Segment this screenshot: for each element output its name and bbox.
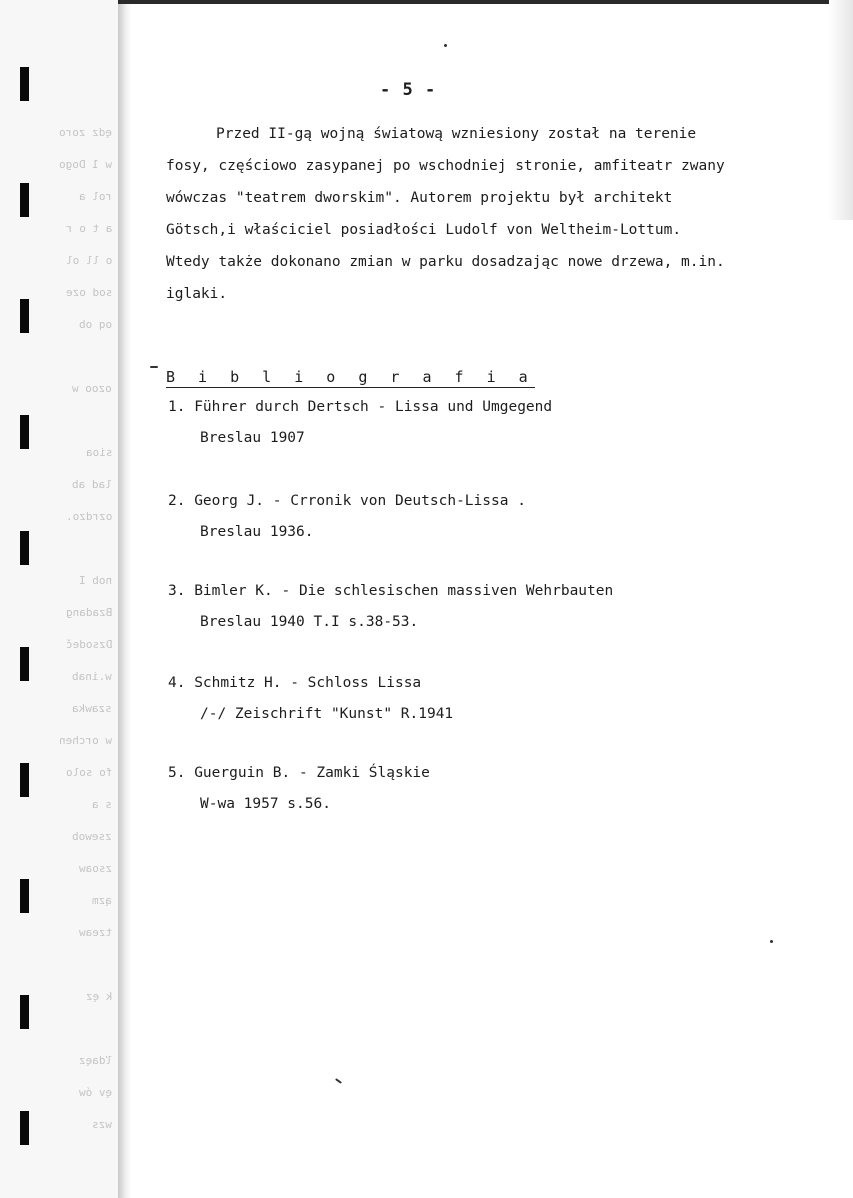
binder-hole [20,415,29,449]
bleed-text: zsoaw [78,862,112,875]
bleed-text: zsewob [72,830,112,843]
binder-hole [20,879,29,913]
binder-hole [20,1111,29,1145]
binder-hole [20,647,29,681]
paragraph-line: fosy, częściowo zasypanej po wschodniej stronie, amfiteatr zwany [166,158,725,174]
bleed-text: fo solo [65,766,112,779]
bibliography-publication: Breslau 1936. [200,524,314,540]
main-paragraph [166,118,836,310]
bleed-text: o ll ol [65,254,112,267]
bleed-text: w orchen [59,734,112,747]
bibliography-publication: Breslau 1907 [200,430,305,446]
binder-hole [20,299,29,333]
bibliography-publication: /-/ Zeischrift "Kunst" R.1941 [200,706,454,722]
bleed-text: Bzadang [65,606,112,619]
bleed-text: oq ob [78,318,112,331]
paragraph-line: Götsch,i właściciel posiadłości Ludolf von Weltheim-Lottum. [166,222,682,238]
bleed-text: s a [92,798,112,811]
paragraph-line: Przed II-gą wojną światową wzniesiony został na terenie [216,126,697,142]
bleed-text: lad ab [72,478,112,491]
paper-speck [335,1078,342,1084]
bleed-text: sioa [85,446,112,459]
bleed-text: ozrdzo. [65,510,112,523]
bibliography-item [168,668,453,730]
bleed-text: ędz zoro [59,126,112,139]
bleed-text: w 1 Dogo [59,158,112,171]
bibliography-title: 3. Bimler K. - Die schlesischen massiven Wehrbauten [168,583,614,599]
bibliography-item [168,392,552,454]
bibliography-publication: Breslau 1940 T.I s.38-53. [200,614,419,630]
bleed-text: tzeaw [78,926,112,939]
bibliography-title: 2. Georg J. - Crronik von Deutsch-Lissa . [168,493,526,509]
bleed-text: ązm [92,894,112,907]
previous-page-strip [0,0,120,1198]
bleed-text: ozoo w [72,382,112,395]
bibliography-publication: W-wa 1957 s.56. [200,796,331,812]
top-edge [118,0,853,4]
binder-hole [20,763,29,797]
bleed-text: a t o r [65,222,112,235]
page-fold-shadow [118,0,132,1198]
paragraph-line: iglaki. [166,286,228,302]
binder-hole [20,531,29,565]
bibliography-item [168,486,526,548]
bleed-text: wzs [92,1118,112,1131]
bleed-text: k ęz [85,990,112,1003]
paper-speck [150,366,158,368]
bibliography-title: 4. Schmitz H. - Schloss Lissa [168,675,422,691]
paper-speck [444,44,447,47]
binder-hole [20,183,29,217]
binder-hole [20,67,29,101]
bleed-text: ęv ów [78,1086,112,1099]
binder-hole [20,995,29,1029]
bleed-text: Dzsodeč [65,638,112,651]
bibliography-title: 1. Führer durch Dertsch - Lissa und Umgegend [168,399,553,415]
bibliography-item [168,758,430,820]
paragraph-line: Wtedy także dokonano zmian w parku dosadzając nowe drzewa, m.in. [166,254,725,270]
page-number: - 5 - [380,80,437,100]
bleed-text: rol a [78,190,112,203]
bleed-text: w.inab [72,670,112,683]
paragraph-line: wówczas "teatrem dworskim". Autorem projektu był architekt [166,190,673,206]
paper-speck [770,940,773,943]
bleed-text: sod oze [65,286,112,299]
bleed-text: nob I [78,574,112,587]
bibliography-heading: B i b l i o g r a f i a [166,368,535,386]
bibliography-item [168,576,613,638]
bibliography-title: 5. Guerguin B. - Zamki Śląskie [168,765,430,781]
bleed-text: ľdaęz [78,1054,112,1067]
bleed-text: szawka [72,702,112,715]
